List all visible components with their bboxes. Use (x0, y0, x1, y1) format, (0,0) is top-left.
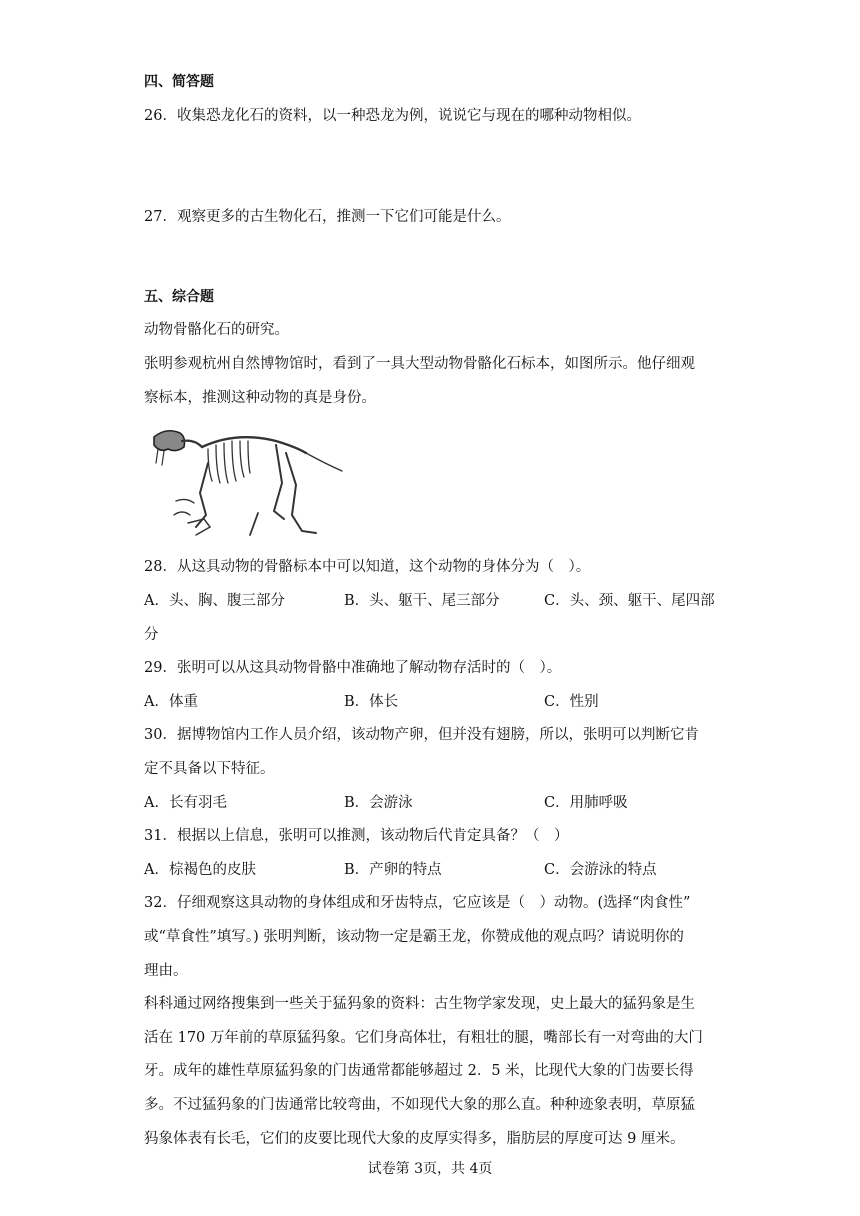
q31-option-b: B．产卵的特点 (344, 862, 442, 878)
question-26: 26．收集恐龙化石的资料，以一种恐龙为例，说说它与现在的哪种动物相似。 (144, 108, 641, 124)
q30-option-c: C．用肺呼吸 (544, 795, 628, 811)
mammoth-paragraph-line-1: 科科通过网络搜集到一些关于猛犸象的资料：古生物学家发现，史上最大的猛犸象是生 (144, 996, 695, 1012)
intro-title: 动物骨骼化石的研究。 (144, 322, 289, 338)
intro-line-2: 察标本，推测这种动物的真是身份。 (144, 390, 376, 406)
question-30-line-1: 30．据博物馆内工作人员介绍，该动物产卵，但并没有翅膀，所以，张明可以判断它肯 (144, 727, 699, 743)
question-30-line-2: 定不具备以下特征。 (144, 761, 275, 777)
q28-option-c: C．头、颈、躯干、尾四部 (544, 593, 715, 609)
q31-option-c: C．会游泳的特点 (544, 862, 657, 878)
q28-option-b: B．头、躯干、尾三部分 (344, 593, 500, 609)
skeleton-fossil-image (146, 423, 346, 541)
question-32-line-1: 32．仔细观察这具动物的身体组成和牙齿特点，它应该是（ ）动物。(选择“肉食性” (144, 895, 691, 911)
question-27: 27．观察更多的古生物化石，推测一下它们可能是什么。 (144, 209, 511, 225)
q29-option-c: C．性别 (544, 694, 599, 710)
mammoth-paragraph-line-5: 犸象体表有长毛，它们的皮要比现代大象的皮厚实得多，脂肪层的厚度可达 9 厘米。 (144, 1131, 685, 1147)
question-31: 31．根据以上信息，张明可以推测，该动物后代肯定具备？（ ） (144, 828, 569, 844)
question-29: 29．张明可以从这具动物骨骼中准确地了解动物存活时的（ ）。 (144, 660, 562, 676)
section-4-heading: 四、简答题 (144, 74, 214, 90)
q29-option-a: A．体重 (144, 694, 198, 710)
mammoth-paragraph-line-2: 活在 170 万年前的草原猛犸象。它们身高体壮，有粗壮的腿，嘴部长有一对弯曲的大门 (144, 1030, 703, 1046)
question-32-line-3: 理由。 (144, 963, 188, 979)
mammoth-paragraph-line-3: 牙。成年的雄性草原猛犸象的门齿通常都能够超过 2．5 米，比现代大象的门齿要长得 (144, 1063, 694, 1079)
q30-option-a: A．长有羽毛 (144, 795, 227, 811)
q29-option-b: B．体长 (344, 694, 399, 710)
section-5-heading: 五、综合题 (144, 289, 214, 305)
page-footer: 试卷第 3页，共 4页 (367, 1161, 493, 1177)
intro-line-1: 张明参观杭州自然博物馆时，看到了一具大型动物骨骼化石标本，如图所示。他仔细观 (144, 356, 695, 372)
q28-option-a: A．头、胸、腹三部分 (144, 593, 285, 609)
q28-option-c-cont: 分 (144, 627, 159, 643)
q31-option-a: A．棕褐色的皮肤 (144, 862, 256, 878)
mammoth-paragraph-line-4: 多。不过猛犸象的门齿通常比较弯曲，不如现代大象的那么直。种种迹象表明，草原猛 (144, 1097, 695, 1113)
q30-option-b: B．会游泳 (344, 795, 413, 811)
question-28: 28．从这具动物的骨骼标本中可以知道，这个动物的身体分为（ ）。 (144, 559, 591, 575)
question-32-line-2: 或“草食性”填写。) 张明判断，该动物一定是霸王龙，你赞成他的观点吗？请说明你的 (144, 929, 684, 945)
